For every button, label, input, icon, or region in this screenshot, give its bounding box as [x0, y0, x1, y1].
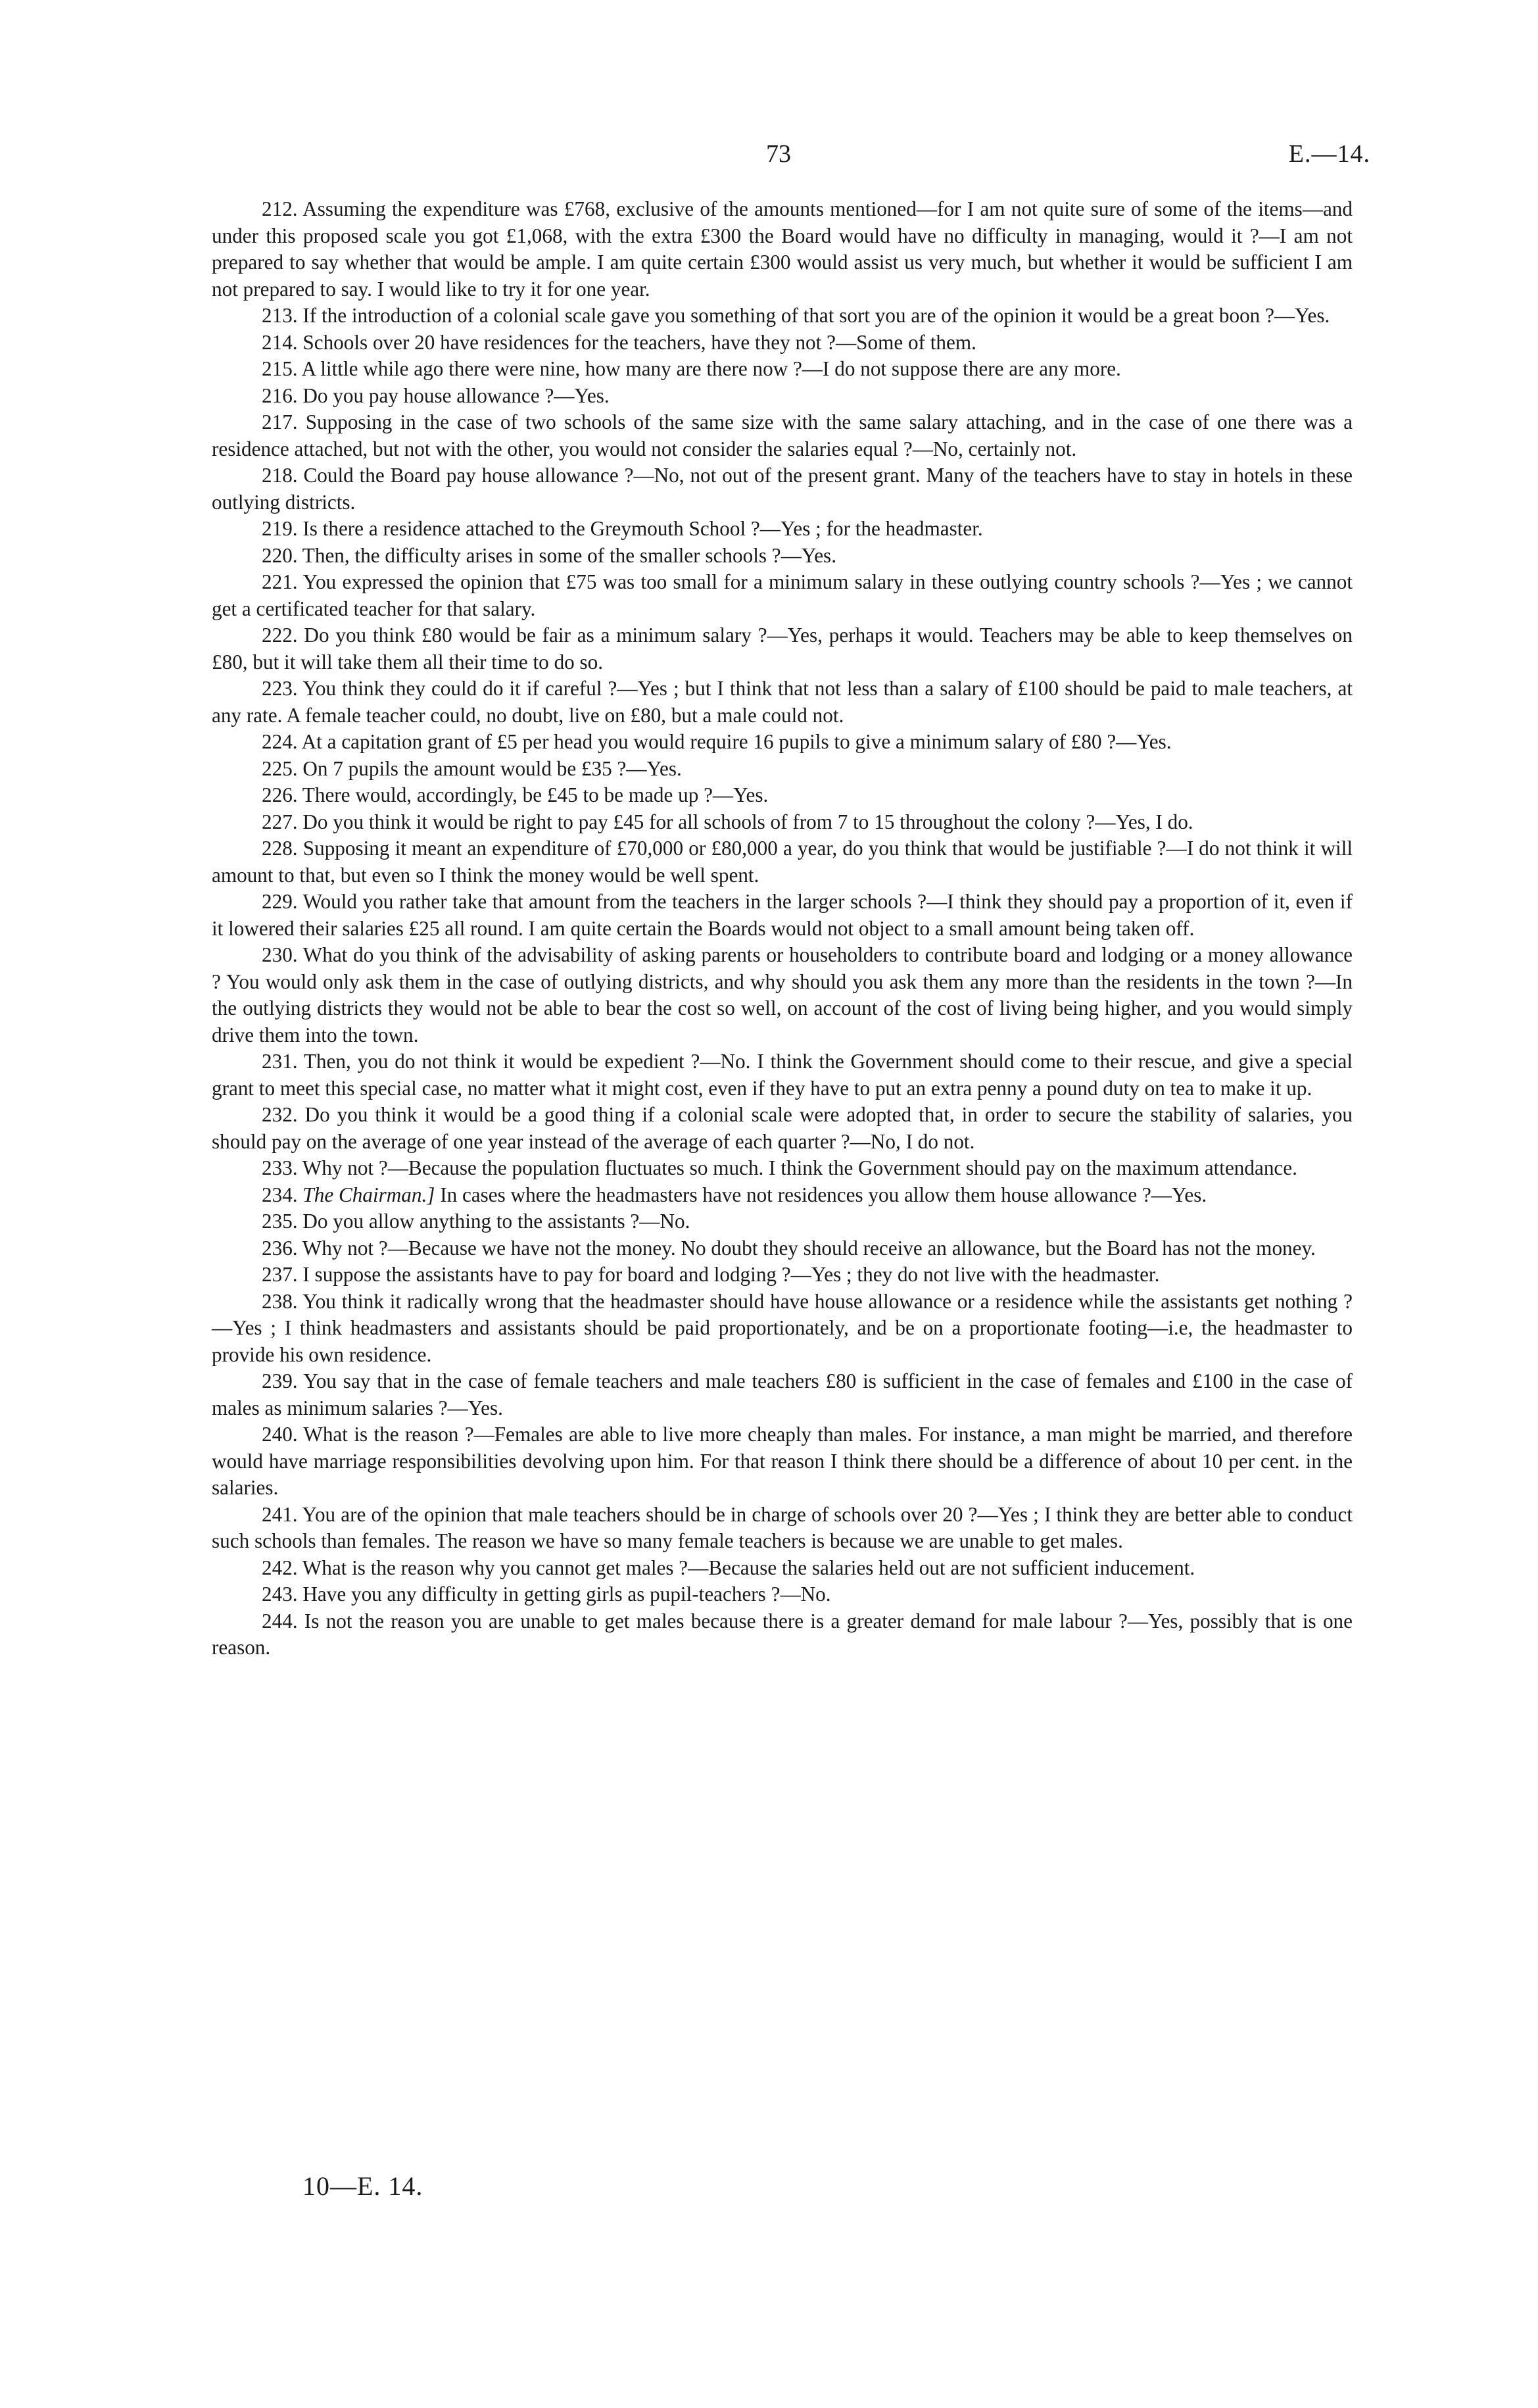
question-answer-paragraph [212, 569, 1353, 622]
question-answer-paragraph [212, 462, 1353, 516]
paragraph-text: 236. Why not ?—Because we have not the money. No doubt they should receive an allowance, but the Board has not the money. [262, 1236, 1316, 1260]
question-answer-paragraph [212, 1368, 1353, 1421]
question-answer-paragraph [212, 1155, 1353, 1182]
question-answer-paragraph [212, 1289, 1353, 1369]
paragraph-text: 232. Do you think it would be a good thing if a colonial scale were adopted that, in order to secure the stability of salaries, you should pay on the average of one year instead of the average of each quarter ?—No, I do not. [212, 1103, 1353, 1153]
paragraph-text: 235. Do you allow anything to the assistants ?—No. [262, 1210, 690, 1233]
question-answer-paragraph [212, 516, 1353, 543]
question-answer-paragraph [212, 1235, 1353, 1262]
testimony-body [212, 196, 1353, 1661]
paragraph-text: 227. Do you think it would be right to pay £45 for all schools of from 7 to 15 throughout the colony ?—Yes, I do. [262, 810, 1193, 833]
paragraph-text: 220. Then, the difficulty arises in some of the smaller schools ?—Yes. [262, 543, 836, 567]
question-answer-paragraph [212, 1208, 1353, 1235]
paragraph-text: 224. At a capitation grant of £5 per head you would require 16 pupils to give a minimum salary of £80 ?—Yes. [262, 730, 1172, 753]
paragraph-text: 239. You say that in the case of female teachers and male teachers £80 is sufficient in the case of females and £100 in the case of males as minimum salaries ?—Yes. [212, 1369, 1353, 1419]
question-answer-paragraph [212, 1102, 1353, 1155]
document-reference: E.—14. [1288, 140, 1370, 168]
speaker-label: The Chairman.] [302, 1183, 435, 1206]
paragraph-text: 233. Why not ?—Because the population fluctuates so much. I think the Government should pay on the maximum attendance. [262, 1156, 1297, 1179]
question-answer-paragraph [212, 409, 1353, 462]
printer-signature: 10—E. 14. [302, 2171, 423, 2201]
paragraph-text: 213. If the introduction of a colonial scale gave you something of that sort you are of the opinion it would be a great boon ?—Yes. [262, 304, 1330, 327]
question-answer-paragraph [212, 1555, 1353, 1582]
paragraph-text: In cases where the headmasters have not residences you allow them house allowance ?—Yes. [440, 1183, 1207, 1206]
question-answer-paragraph [212, 729, 1353, 756]
paragraph-text: 218. Could the Board pay house allowance ?—No, not out of the present grant. Many of the teachers have to stay in hotels in these outlying districts. [212, 464, 1353, 514]
paragraph-text: 237. I suppose the assistants have to pay for board and lodging ?—Yes ; they do not live with the headmaster. [262, 1263, 1160, 1286]
question-answer-paragraph [212, 1608, 1353, 1661]
paragraph-text: 223. You think they could do it if careful ?—Yes ; but I think that not less than a salary of £100 should be paid to male teachers, at any rate. A female teacher could, no doubt, live on £80, but a male could not. [212, 677, 1353, 727]
question-answer-paragraph [212, 383, 1353, 410]
paragraph-text: 238. You think it radically wrong that the headmaster should have house allowance or a residence while the assistants get nothing ?—Yes ; I think headmasters and assistants should be paid proportionately, and be on a proportionate footing—i.e, the headmaster to provide his own residence. [212, 1289, 1353, 1366]
question-answer-paragraph [212, 1581, 1353, 1608]
paragraph-text: 222. Do you think £80 would be fair as a minimum salary ?—Yes, perhaps it would. Teachers may be able to keep themselves on £80, but it will take them all their time to do so. [212, 624, 1353, 674]
paragraph-text: 226. There would, accordingly, be £45 to be made up ?—Yes. [262, 783, 769, 806]
paragraph-text: 225. On 7 pupils the amount would be £35 ?—Yes. [262, 756, 682, 780]
question-answer-paragraph [212, 676, 1353, 729]
question-answer-paragraph [212, 622, 1353, 676]
question-answer-paragraph [212, 330, 1353, 356]
question-answer-paragraph [212, 889, 1353, 942]
question-answer-paragraph [212, 196, 1353, 303]
paragraph-text: 241. You are of the opinion that male teachers should be in charge of schools over 20 ?—Yes ; I think they are better able to conduct such schools than females. The reason we have so many female teachers is because we are unable to get males. [212, 1502, 1353, 1552]
question-answer-paragraph [212, 303, 1353, 330]
paragraph-text: 215. A little while ago there were nine, how many are there now ?—I do not suppose there are any more. [262, 357, 1121, 380]
question-answer-paragraph [212, 1048, 1353, 1102]
paragraph-text: 231. Then, you do not think it would be expedient ?—No. I think the Government should come to their rescue, and give a special grant to meet this special case, no matter what it might cost, even if they have to put an extra penny a pound duty on tea to make it up. [212, 1050, 1353, 1100]
page-number: 73 [766, 140, 791, 168]
paragraph-text: 221. You expressed the opinion that £75 was too small for a minimum salary in these outlying country schools ?—Yes ; we cannot get a certificated teacher for that salary. [212, 570, 1353, 620]
question-answer-paragraph [212, 543, 1353, 570]
paragraph-text: 243. Have you any difficulty in getting girls as pupil-teachers ?—No. [262, 1583, 831, 1606]
question-answer-paragraph [212, 1502, 1353, 1555]
question-answer-paragraph [212, 809, 1353, 836]
question-answer-paragraph [212, 356, 1353, 383]
paragraph-text: 214. Schools over 20 have residences for the teachers, have they not ?—Some of them. [262, 330, 976, 354]
paragraph-text: 217. Supposing in the case of two schools of the same size with the same salary attaching, and in the case of one there was a residence attached, but not with the other, you would not consider the salaries equal ?—No, certainly not. [212, 410, 1353, 460]
question-answer-paragraph [212, 942, 1353, 1048]
page-header [0, 139, 1538, 179]
paragraph-text: 230. What do you think of the advisability of asking parents or householders to contribute board and lodging or a money allowance ? You would only ask them in the case of outlying districts, and why should you ask them any more than the residents in the town ?—In the outlying districts they would not be able to bear the cost so well, on account of the cost of living being higher, and you would simply drive them into the town. [212, 943, 1353, 1046]
question-answer-paragraph [212, 1262, 1353, 1289]
question-answer-paragraph [212, 782, 1353, 809]
question-answer-paragraph [212, 1421, 1353, 1502]
question-number: 234. [262, 1183, 298, 1206]
paragraph-text: 219. Is there a residence attached to the Greymouth School ?—Yes ; for the headmaster. [262, 517, 983, 540]
paragraph-text: 244. Is not the reason you are unable to get males because there is a greater demand for male labour ?—Yes, possibly that is one reason. [212, 1609, 1353, 1659]
question-answer-paragraph [212, 835, 1353, 889]
question-answer-paragraph [212, 1182, 1353, 1209]
paragraph-text: 240. What is the reason ?—Females are able to live more cheaply than males. For instance, a man might be married, and therefore would have marriage responsibilities devolving upon him. For that reason I think there should be a difference of about 10 per cent. in the salaries. [212, 1423, 1353, 1499]
paragraph-text: 229. Would you rather take that amount from the teachers in the larger schools ?—I think they should pay a proportion of it, even if it lowered their salaries £25 all round. I am quite certain the Boards would not object to a small amount being taken off. [212, 890, 1353, 940]
paragraph-text: 242. What is the reason why you cannot get males ?—Because the salaries held out are not sufficient inducement. [262, 1556, 1195, 1579]
paragraph-text: 212. Assuming the expenditure was £768, exclusive of the amounts mentioned—for I am not quite sure of some of the items—and under this proposed scale you got £1,068, with the extra £300 the Board would have no difficulty in managing, would it ?—I am not prepared to say whether that would be ample. I am quite certain £300 would assist us very much, but whether it would be sufficient I am not prepared to say. I would like to try it for one year. [212, 197, 1353, 301]
question-answer-paragraph [212, 756, 1353, 783]
paragraph-text: 228. Supposing it meant an expenditure of £70,000 or £80,000 a year, do you think that would be justifiable ?—I do not think it will amount to that, but even so I think the money would be well spent. [212, 837, 1353, 887]
paragraph-text: 216. Do you pay house allowance ?—Yes. [262, 383, 610, 407]
